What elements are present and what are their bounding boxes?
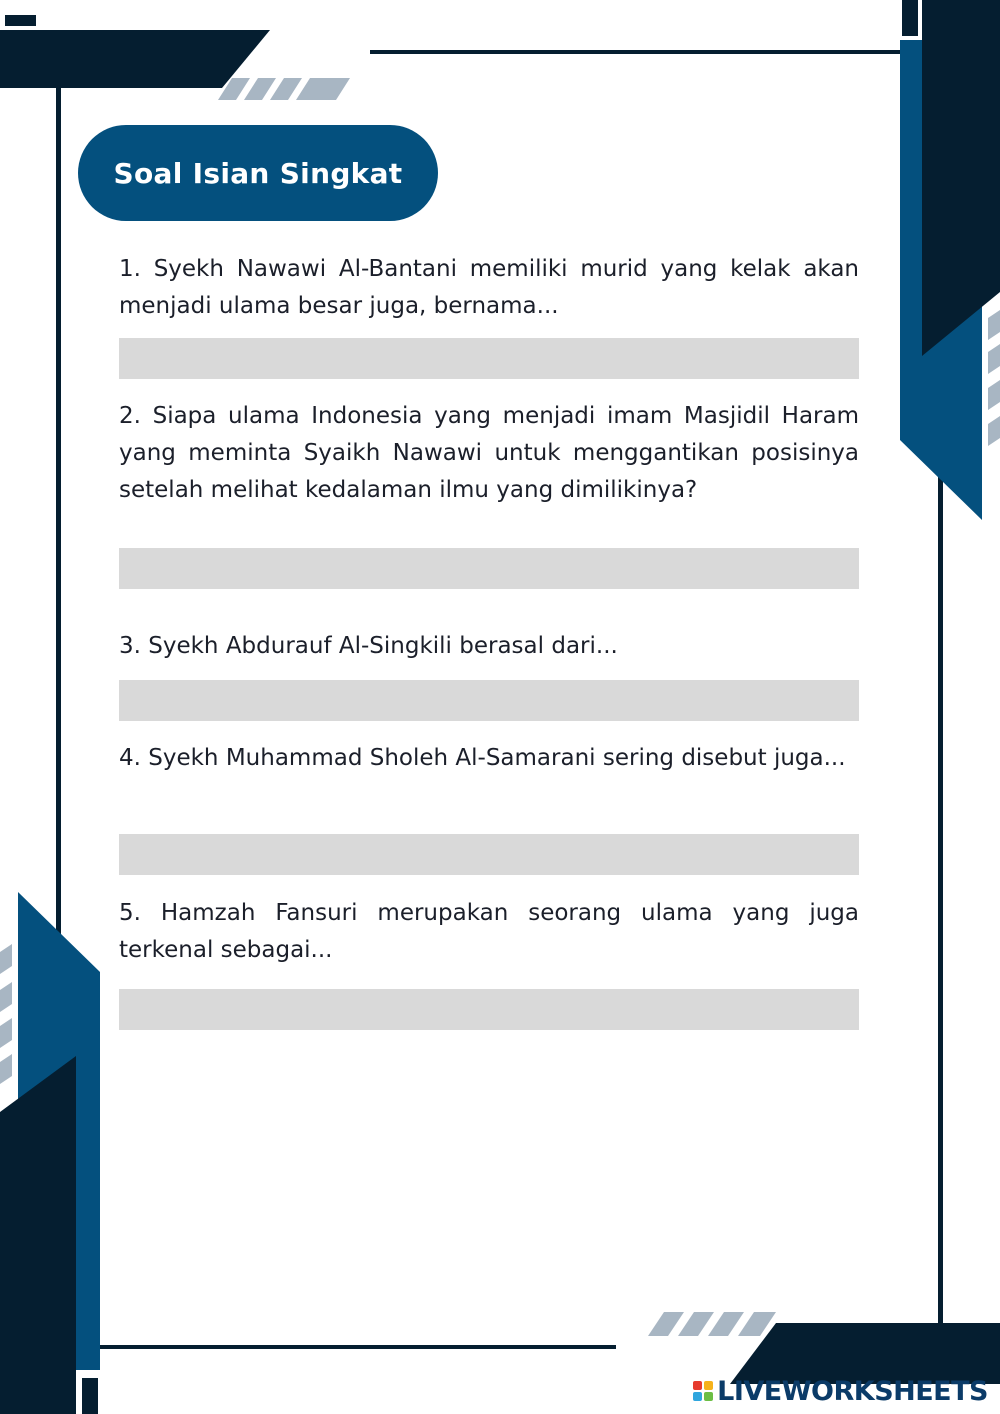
frame-line-left: [56, 88, 61, 948]
liveworksheets-logo-icon: [693, 1381, 713, 1401]
question-4: 4. Syekh Muhammad Sholeh Al-Samarani sering disebut juga...: [119, 745, 846, 771]
answer-field-5[interactable]: [119, 989, 859, 1030]
brand-name: LIVEWORKSHEETS: [717, 1375, 988, 1407]
stripes-left: [0, 944, 12, 1084]
answer-field-4[interactable]: [119, 834, 859, 875]
corner-dark-top-right: [922, 0, 1000, 356]
corner-tab-bottom-left: [82, 1378, 98, 1414]
frame-line-right: [938, 470, 943, 1340]
answer-field-2[interactable]: [119, 548, 859, 589]
question-1: 1. Syekh Nawawi Al-Bantani memiliki murid yang kelak akan menjadi ulama besar juga, bernama...: [119, 256, 859, 319]
question-2: 2. Siapa ulama Indonesia yang menjadi imam Masjidil Haram yang meminta Syaikh Nawawi untuk menggantikan posisinya setelah melihat kedalaman ilmu yang dimilikinya?: [119, 403, 859, 503]
corner-bar-top-left: [0, 30, 270, 88]
stripes-top-left: [218, 78, 350, 100]
frame-line-top: [370, 50, 900, 54]
stripes-bottom-right: [648, 1312, 776, 1336]
section-title: Soal Isian Singkat: [78, 125, 438, 221]
answer-field-1[interactable]: [119, 338, 859, 379]
question-5: 5. Hamzah Fansuri merupakan seorang ulama yang juga terkenal sebagai...: [119, 900, 859, 963]
corner-dark-bottom-left: [0, 1056, 76, 1414]
corner-tab-top-left: [5, 15, 36, 26]
brand-logo-link[interactable]: [693, 1376, 988, 1406]
question-3: 3. Syekh Abdurauf Al-Singkili berasal dari...: [119, 633, 618, 659]
stripes-right: [988, 310, 1000, 446]
answer-field-3[interactable]: [119, 680, 859, 721]
frame-line-bottom: [98, 1345, 616, 1349]
corner-tab-top-right: [902, 0, 918, 36]
